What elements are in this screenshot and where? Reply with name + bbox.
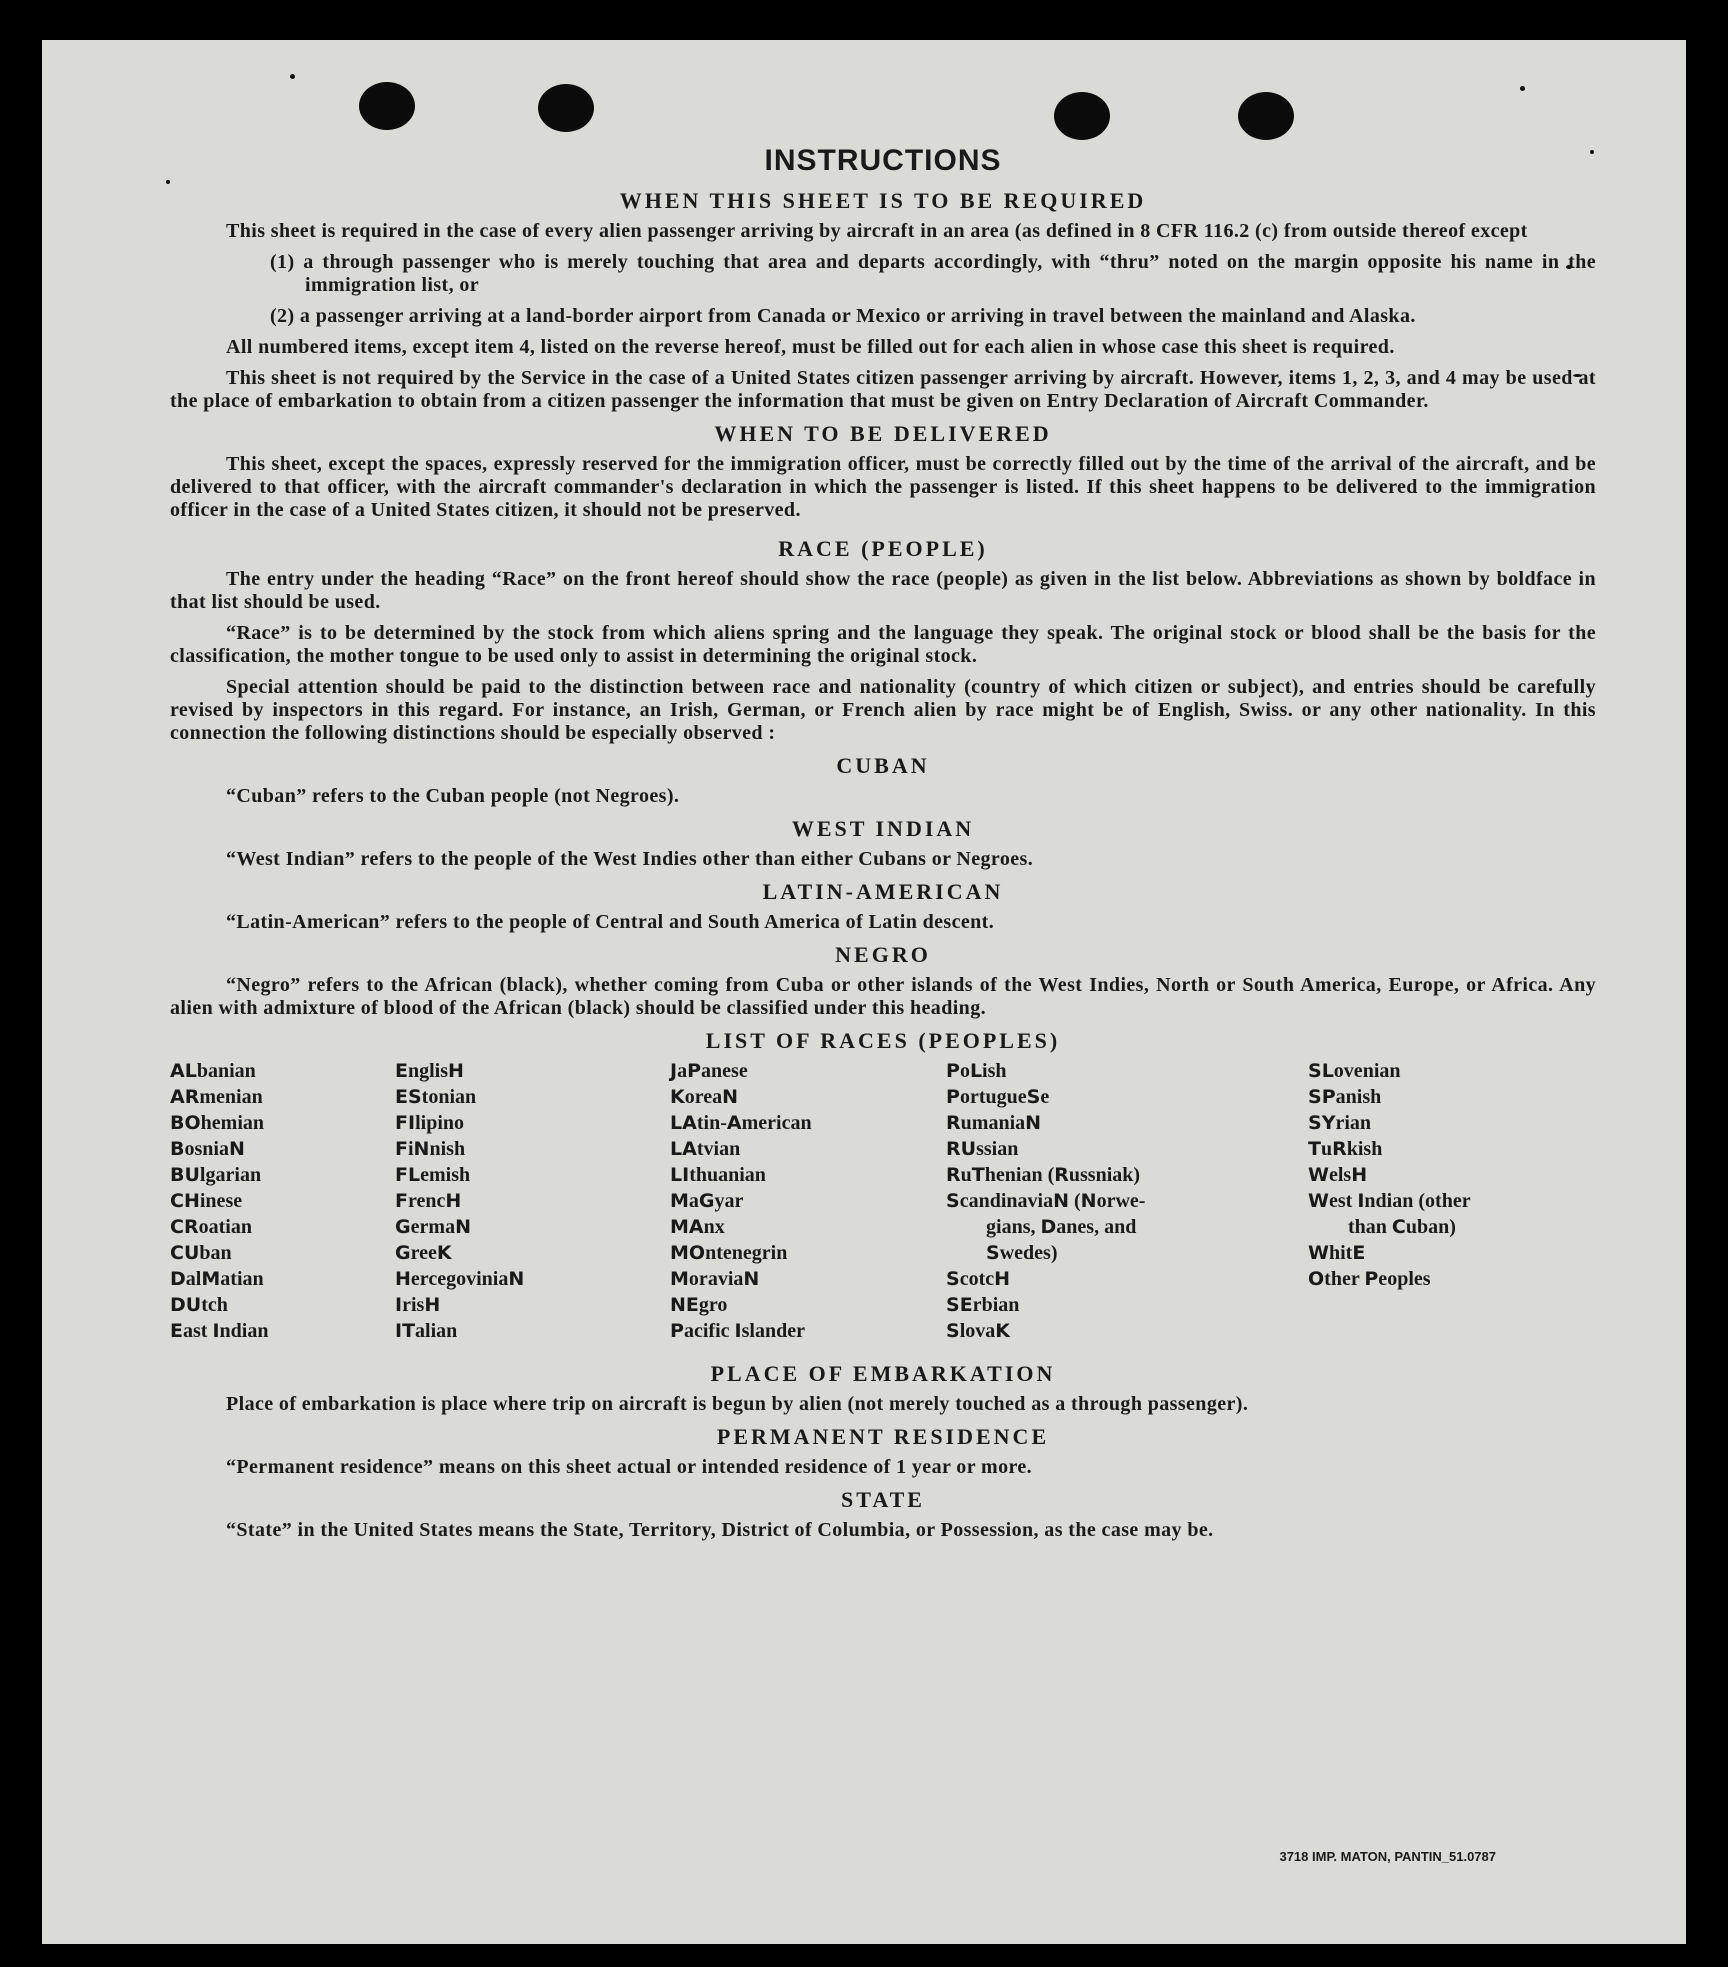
- race-entry: RumaniaN: [946, 1112, 1042, 1134]
- race-entry: GermaN: [395, 1216, 471, 1238]
- race-entry: MaGyar: [670, 1190, 744, 1212]
- race-entry: MoraviaN: [670, 1268, 760, 1290]
- speck: [290, 74, 295, 79]
- race-entry: Pacific Islander: [670, 1320, 805, 1342]
- race-entry: ScotcH: [946, 1268, 1011, 1290]
- paragraph: Special attention should be paid to the distinction between race and nationality (country of which citizen or subject), and entries should be carefully revised by inspectors in this regard. For instance, an Irish, German, or French alien by race might be of English, Swiss. or any other nationality. In this connection the following distinctions should be especially observed :: [170, 676, 1596, 744]
- race-entry: FLemish: [395, 1164, 471, 1186]
- race-entry: SYrian: [1308, 1112, 1372, 1134]
- printer-mark: 3718 IMP. MATON, PANTIN_51.0787: [1279, 1849, 1496, 1864]
- race-entry: Swedes): [986, 1242, 1058, 1264]
- race-entry: gians, Danes, and: [986, 1216, 1137, 1238]
- paragraph: This sheet, except the spaces, expressly reserved for the immigration officer, must be correctly filled out by the time of the arrival of the aircraft, and be delivered to that officer, with the aircraft commander's declaration in which the passenger is listed. If this sheet happens to be delivered to the immigration officer in the case of a United States citizen, it should not be preserved.: [170, 453, 1596, 521]
- race-entry: SErbian: [946, 1294, 1020, 1316]
- race-entry: MOntenegrin: [670, 1242, 788, 1264]
- definition-latin-american: “Latin-American” refers to the people of Central and South America of Latin descent.: [226, 911, 995, 933]
- races-column: [170, 1058, 268, 1344]
- definition-cuban: “Cuban” refers to the Cuban people (not Negroes).: [226, 785, 680, 807]
- race-entry: PortugueSe: [946, 1086, 1050, 1108]
- section-heading-state: STATE: [841, 1487, 925, 1512]
- document-sheet: [42, 40, 1686, 1944]
- race-entry: DalMatian: [170, 1268, 264, 1290]
- races-column: [1308, 1058, 1471, 1292]
- race-entry: KoreaN: [670, 1086, 739, 1108]
- race-entry: PoLish: [946, 1060, 1007, 1082]
- race-entry: LIthuanian: [670, 1164, 766, 1186]
- race-entry: SLovenian: [1308, 1060, 1401, 1082]
- section-heading-race: RACE (PEOPLE): [778, 536, 988, 561]
- race-entry: East Indian: [170, 1320, 269, 1342]
- race-entry: FiNnish: [395, 1138, 466, 1160]
- section-heading-negro: NEGRO: [835, 942, 931, 967]
- race-entry: LAtin-American: [670, 1112, 812, 1134]
- paragraph: All numbered items, except item 4, listed on the reverse hereof, must be filled out for each alien in whose case this sheet is required.: [226, 336, 1395, 358]
- paragraph: “Race” is to be determined by the stock from which aliens spring and the language they speak. The original stock or blood shall be the basis for the classification, the mother tongue to be used only to assist in determining the original stock.: [170, 622, 1596, 667]
- race-entry: Other Peoples: [1308, 1268, 1431, 1290]
- race-entry: EnglisH: [395, 1060, 464, 1082]
- race-entry: West Indian (other: [1308, 1190, 1471, 1212]
- race-entry: than Cuban): [1348, 1216, 1456, 1238]
- definition-negro: “Negro” refers to the African (black), whether coming from Cuba or other islands of the West Indies, North or South America, Europe, or Africa. Any alien with admixture of blood of the African (black) should be classified under this heading.: [170, 974, 1596, 1019]
- paragraph: This sheet is required in the case of every alien passenger arriving by aircraft in an area (as defined in 8 CFR 116.2 (c) from outside thereof except: [226, 220, 1528, 242]
- race-entry: ARmenian: [170, 1086, 263, 1108]
- speck: [1520, 86, 1525, 91]
- race-entry: RUssian: [946, 1138, 1019, 1160]
- race-entry: ScandinaviaN (Norwe-: [946, 1190, 1146, 1212]
- race-entry: WelsH: [1308, 1164, 1368, 1186]
- race-entry: BosniaN: [170, 1138, 245, 1160]
- section-heading-when-delivered: WHEN TO BE DELIVERED: [714, 421, 1052, 446]
- race-entry: FIlipino: [395, 1112, 464, 1134]
- race-entry: EStonian: [395, 1086, 477, 1108]
- list-item: (1) a through passenger who is merely touching that area and departs accordingly, with “thru” noted on the margin opposite his name in the immigration list, or: [270, 251, 1596, 296]
- page-title: INSTRUCTIONS: [764, 144, 1002, 177]
- section-heading-west-indian: WEST INDIAN: [791, 816, 975, 841]
- section-heading-permanent-residence: PERMANENT RESIDENCE: [716, 1424, 1050, 1449]
- section-heading-latin-american: LATIN-AMERICAN: [762, 879, 1004, 904]
- races-column: [946, 1058, 1145, 1344]
- race-entry: RuThenian (Russniak): [946, 1164, 1141, 1186]
- race-entry: ALbanian: [170, 1060, 256, 1082]
- race-entry: SPanish: [1308, 1086, 1382, 1108]
- section-heading-embarkation: PLACE OF EMBARKATION: [710, 1361, 1056, 1386]
- race-entry: CUban: [170, 1242, 232, 1264]
- definition-embarkation: Place of embarkation is place where trip on aircraft is begun by alien (not merely touched as a through passenger).: [226, 1393, 1249, 1415]
- definition-permanent-residence: “Permanent residence” means on this sheet actual or intended residence of 1 year or more.: [226, 1456, 1033, 1478]
- race-entry: MAnx: [670, 1216, 725, 1238]
- race-entry: FrencH: [395, 1190, 462, 1212]
- race-entry: TuRkish: [1308, 1138, 1383, 1160]
- definition-state: “State” in the United States means the State, Territory, District of Columbia, or Possession, as the case may be.: [226, 1519, 1214, 1541]
- race-entry: BUlgarian: [170, 1164, 262, 1186]
- list-of-races-heading: LIST OF RACES (PEOPLES): [705, 1028, 1061, 1053]
- section-heading-cuban: CUBAN: [836, 753, 930, 778]
- race-entry: ITalian: [395, 1320, 458, 1342]
- instructions-content: [170, 102, 1596, 1550]
- race-entry: HercegoviniaN: [395, 1268, 525, 1290]
- section-heading-when-required: WHEN THIS SHEET IS TO BE REQUIRED: [619, 188, 1147, 213]
- list-item: (2) a passenger arriving at a land-border airport from Canada or Mexico or arriving in travel between the mainland and Alaska.: [270, 305, 1416, 327]
- races-column: [670, 1058, 812, 1344]
- race-entry: CRoatian: [170, 1216, 252, 1238]
- race-entry: NEgro: [670, 1294, 728, 1316]
- race-entry: JaPanese: [670, 1060, 748, 1082]
- race-entry: CHinese: [170, 1190, 243, 1212]
- paragraph: The entry under the heading “Race” on the front hereof should show the race (people) as given in the list below. Abbreviations as shown by boldface in that list should be used.: [170, 568, 1596, 613]
- races-column: [395, 1058, 524, 1344]
- race-entry: SlovaK: [946, 1320, 1010, 1342]
- race-entry: IrisH: [395, 1294, 441, 1316]
- race-entry: DUtch: [170, 1294, 228, 1316]
- race-entry: BOhemian: [170, 1112, 265, 1134]
- race-entry: WhitE: [1308, 1242, 1366, 1264]
- paragraph: This sheet is not required by the Service in the case of a United States citizen passenger arriving by aircraft. However, items 1, 2, 3, and 4 may be used at the place of embarkation to obtain from a citizen passenger the information that must be given on Entry Declaration of Aircraft Commander.: [170, 367, 1596, 412]
- race-entry: GreeK: [395, 1242, 452, 1264]
- races-list: [170, 1058, 1596, 1353]
- definition-west-indian: “West Indian” refers to the people of the West Indies other than either Cubans or Negroes.: [226, 848, 1034, 870]
- race-entry: LAtvian: [670, 1138, 741, 1160]
